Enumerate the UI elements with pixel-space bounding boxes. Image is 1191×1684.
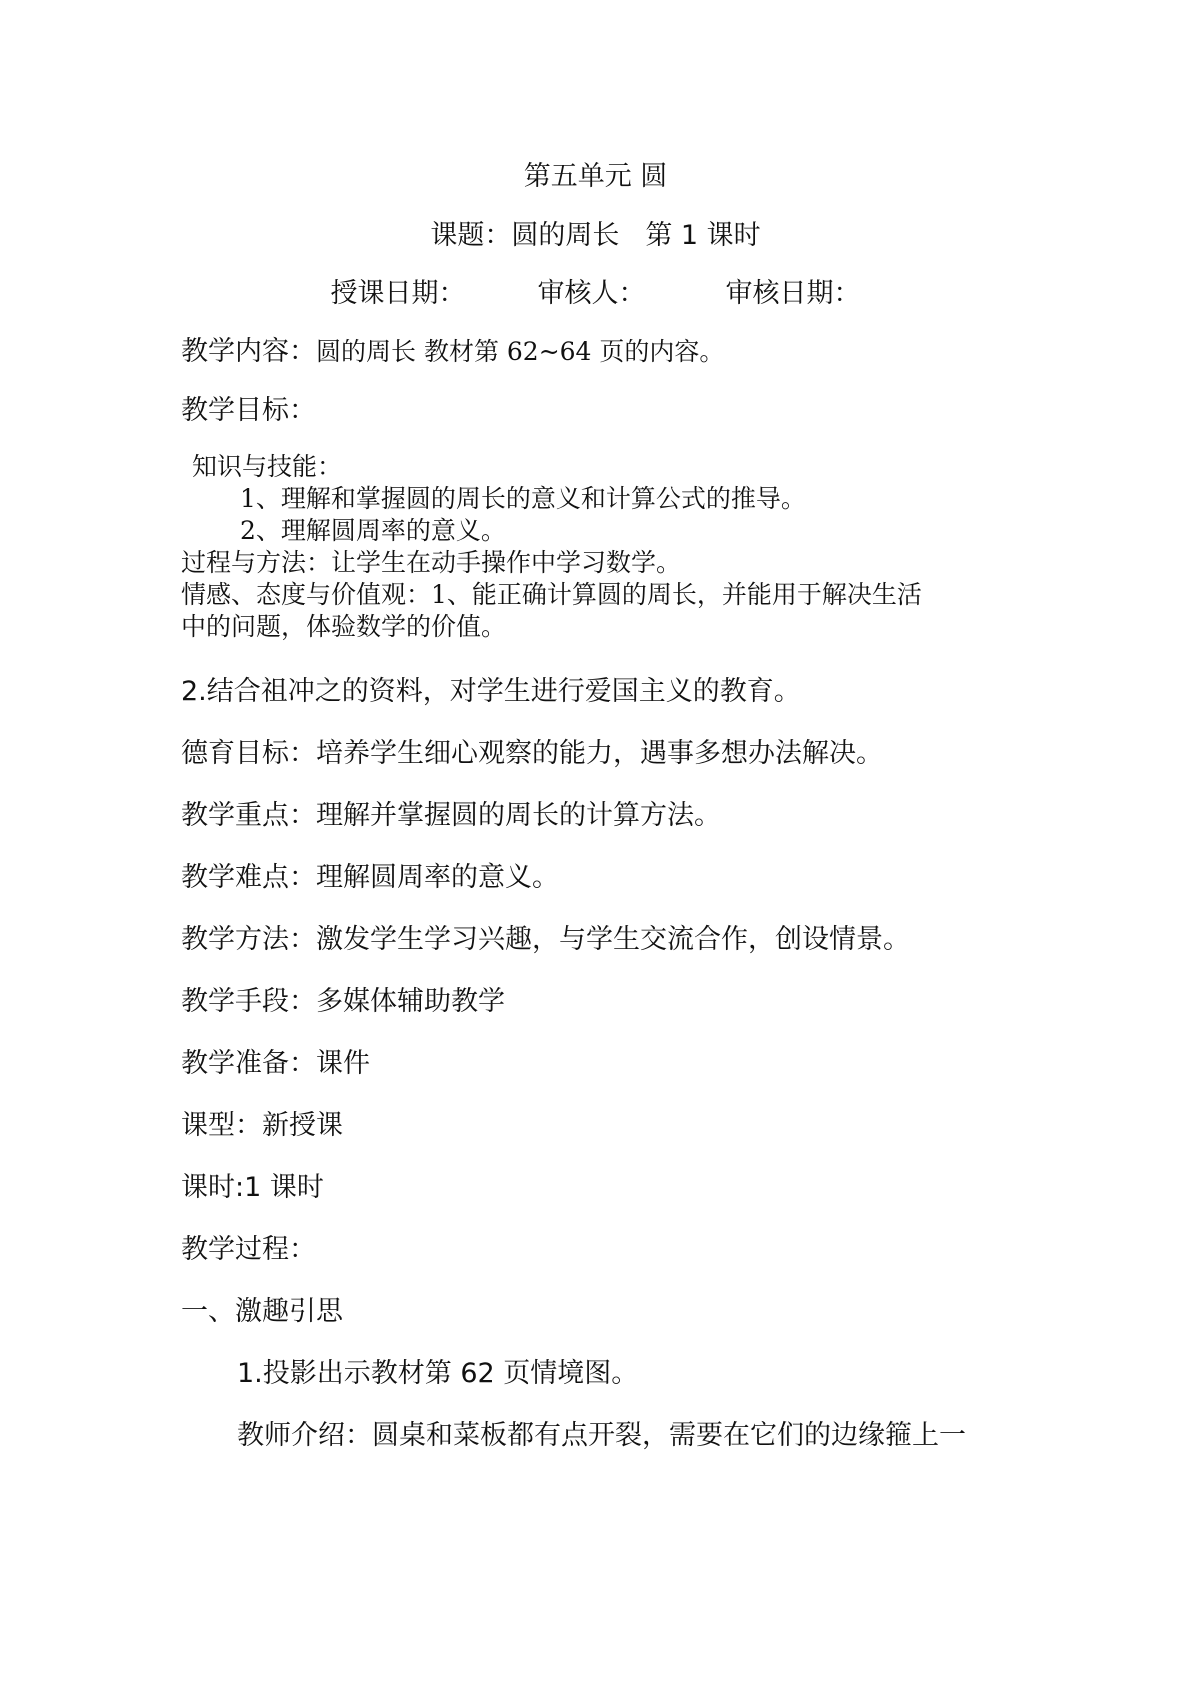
emotion-item-2: 2.结合祖冲之的资料，对学生进行爱国主义的教育。: [181, 676, 801, 707]
teaching-content-label: 教学内容：: [181, 336, 316, 367]
objectives-label: 教学目标：: [181, 395, 316, 426]
knowledge-item-1: 1、理解和掌握圆的周长的意义和计算公式的推导。: [240, 484, 806, 513]
teaching-preparation: 教学准备：课件: [181, 1048, 370, 1079]
lesson-period: 第 1 课时: [645, 220, 761, 251]
section-1-intro: 教师介绍：圆桌和菜板都有点开裂，需要在它们的边缘箍上一: [237, 1420, 966, 1451]
lesson-title: [0, 219, 1191, 253]
date-label: 授课日期：: [330, 278, 466, 309]
review-date-label: 审核日期：: [725, 278, 861, 309]
unit-title: 第五单元 圆: [523, 161, 668, 192]
process-title: 教学过程：: [181, 1234, 316, 1265]
teaching-means: 教学手段：多媒体辅助教学: [181, 986, 505, 1017]
key-point: 教学重点：理解并掌握圆的周长的计算方法。: [181, 800, 721, 831]
lesson-label: 课题：: [430, 220, 512, 251]
moral-objective: 德育目标：培养学生细心观察的能力，遇事多想办法解决。: [181, 738, 883, 769]
section-1-step-1: 1.投影出示教材第 62 页情境图。: [237, 1358, 639, 1389]
difficulty: 教学难点：理解圆周率的意义。: [181, 862, 559, 893]
knowledge-skills-label: 知识与技能：: [192, 452, 343, 481]
teaching-content-value: 圆的周长 教材第 62~64 页的内容。: [316, 337, 725, 366]
review-info-line: [0, 277, 1191, 311]
teaching-content: [181, 335, 724, 369]
knowledge-item-2: 2、理解圆周率的意义。: [240, 516, 506, 545]
emotion-attitude-line-1: 情感、态度与价值观：1、能正确计算圆的周长，并能用于解决生活: [181, 580, 922, 609]
process-method: 过程与方法：让学生在动手操作中学习数学。: [181, 548, 682, 577]
emotion-attitude-line-2: 中的问题，体验数学的价值。: [181, 612, 507, 641]
lesson-type: 课型：新授课: [181, 1110, 343, 1141]
lesson-name: 圆的周长: [511, 220, 620, 251]
reviewer-label: 审核人：: [537, 278, 646, 309]
lesson-hours: 课时:1 课时: [181, 1172, 324, 1203]
teaching-method: 教学方法：激发学生学习兴趣，与学生交流合作，创设情景。: [181, 924, 910, 955]
section-1-title: 一、激趣引思: [181, 1296, 343, 1327]
